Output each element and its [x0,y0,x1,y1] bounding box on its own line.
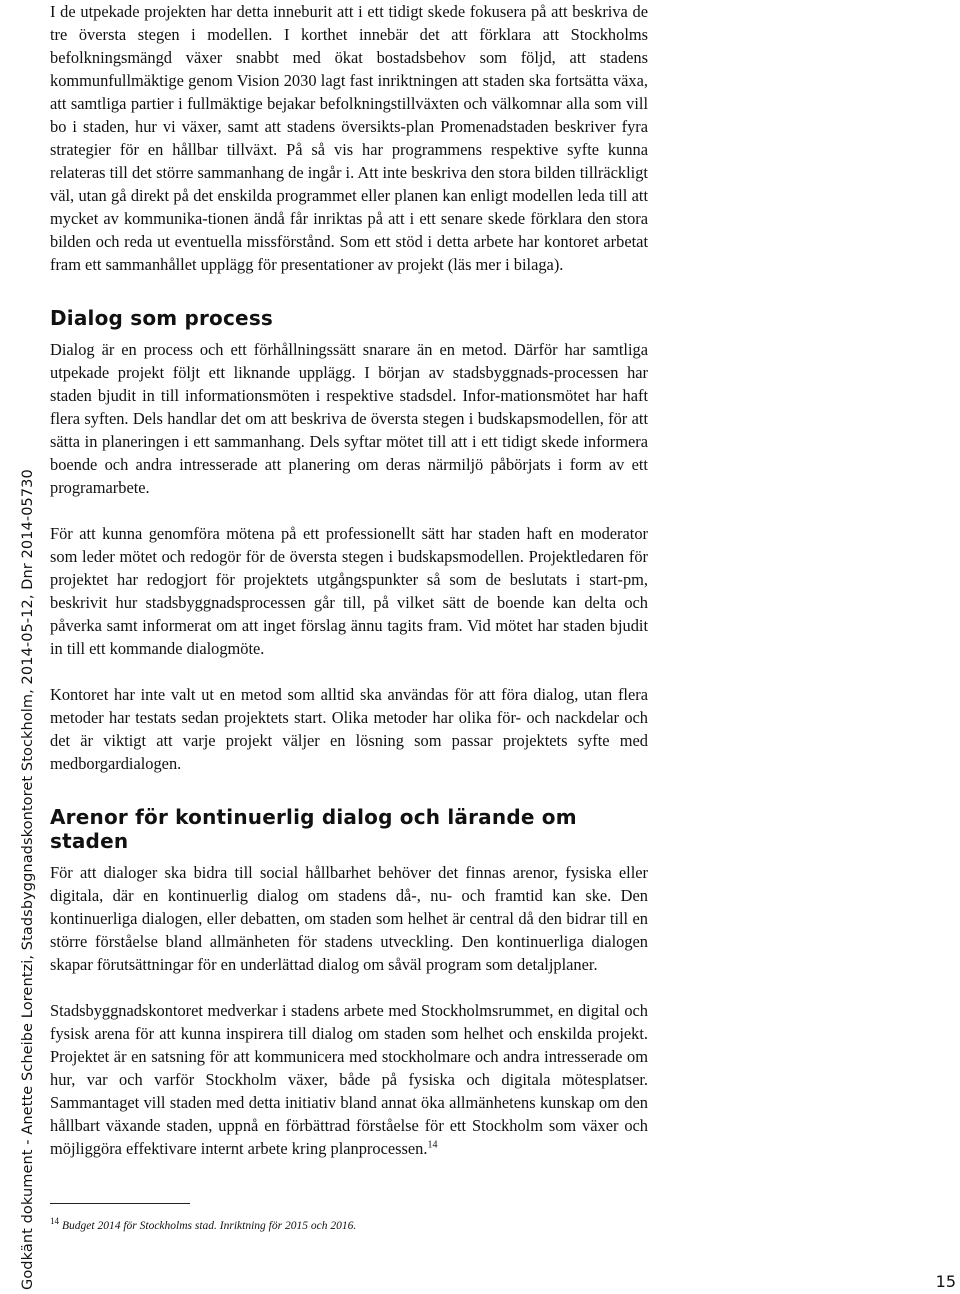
intro-paragraph: I de utpekade projekten har detta inneburit att i ett tidigt skede fokusera på att beskriva de tre översta stegen i modellen. I korthet innebär det att förklara att Stockholms befolkningsmängd växer snabbt med ökat bostadsbehov som följd, att stadens kommunfullmäktige genom Vision 2030 lagt fast inriktningen att staden ska fortsätta växa, att samtliga partier i fullmäktige bejakar befolkningstillväxten och välkomnar alla som vill bo i staden, hur vi växer, samt att stadens översikts-plan Promenadstaden beskriver fyra strategier för en hållbar tillväxt. På så vis har programmens respektive syfte kunna relateras till det större sammanhang de ingår i. Att inte beskriva den stora bilden tillräckligt väl, utan gå direkt på det enskilda programmet eller planen kan enligt modellen leda till att mycket av kommunika-tionen ändå får inriktas på att i ett senare skede förklara den stora bilden och reda ut eventuella missförstånd. Som ett stöd i detta arbete har kontoret arbetat fram ett sammanhållet upplägg för presentationer av projekt (läs mer i bilaga). [50,2,648,274]
section1-paragraph-2: För att kunna genomföra mötena på ett professionellt sätt har staden haft en moderator som leder mötet och redogör för de översta stegen i budskapsmodellen. Projektledaren för projektet har redogjort för projektets utgångspunkter så som de beslutats i start-pm, beskrivit hur stadsbyggnadsprocessen går till, på vilket sätt de boende kan delta och påverka samt informerat om att inget förslag ännu tagits fram. Vid mötet har staden bjudit in till ett kommande dialogmöte. [50,524,648,658]
section2-paragraph-2-text: Stadsbyggnadskontoret medverkar i stadens arbete med Stockholmsrummet, en digital och fysisk arena för att kunna inspirera till dialog om staden som helhet och enskilda projekt. Projektet är en satsning för att kommunicera med stockholmare och andra intresserade om hur, var och varför Stockholm växer, både på fysiska och digitala mötesplatser. Sammantaget vill staden med detta initiativ bland annat öka allmänhetens kunskap om den hållbart växande staden, uppnå en förbättrad förståelse för ett Stockholm som växer och möjliggöra effektivare internt arbete kring planprocessen. [50,1001,648,1158]
page-number: 15 [935,1272,956,1291]
footnote-divider [50,1203,190,1204]
section1-paragraph-1: Dialog är en process och ett förhållningssätt snarare än en metod. Därför har samtliga utpekade projekt följt ett liknande upplägg. I början av stadsbyggnads-processen har staden bjudit in till informationsmöten i respektive stadsdel. Infor-mationsmötet har haft flera syften. Dels handlar det om att beskriva de översta stegen i budskapsmodellen, för att sätta in planeringen i ett sammanhang. Dels syftar mötet till att i ett tidigt skede informera boende och andra intresserade att planering om deras närmiljö påbörjats i form av ett programarbete. [50,340,648,497]
section2-paragraph-2 [50,999,648,1160]
footnote-number: 14 [50,1216,59,1226]
section2-paragraph-1: För att dialoger ska bidra till social hållbarhet behöver det finnas arenor, fysiska eller digitala, där en kontinuerlig dialog om stadens då-, nu- och framtid kan ske. Den kontinuerliga dialogen, eller debatten, om staden som helhet är central då den bidrar till en större förståelse bland allmänheten för stadens utveckling. Den kontinuerliga dialogen skapar förutsättningar för en underlättad dialog om såväl program som detaljplaner. [50,863,648,974]
footnote [50,1216,356,1232]
footnote-reference: 14 [427,1139,438,1151]
approval-side-label: Godkänt dokument - Anette Scheibe Lorentzi, Stadsbyggnadskontoret Stockholm, 2014-05-12, Dnr 2014-05730 [20,469,36,1290]
section-heading-arenas: Arenor för kontinuerlig dialog och lärande om staden [50,805,577,853]
section1-paragraph-3: Kontoret har inte valt ut en metod som alltid ska användas för att föra dialog, utan flera metoder har testats sedan projektets start. Olika metoder har olika för- och nackdelar och det är viktigt att varje projekt väljer en lösning som passar projektets syfte med medborgardialogen. [50,685,648,773]
section-heading-dialog-process: Dialog som process [50,306,274,330]
footnote-text: Budget 2014 för Stockholms stad. Inriktning för 2015 och 2016. [62,1219,357,1232]
main-text-column [50,0,648,1160]
